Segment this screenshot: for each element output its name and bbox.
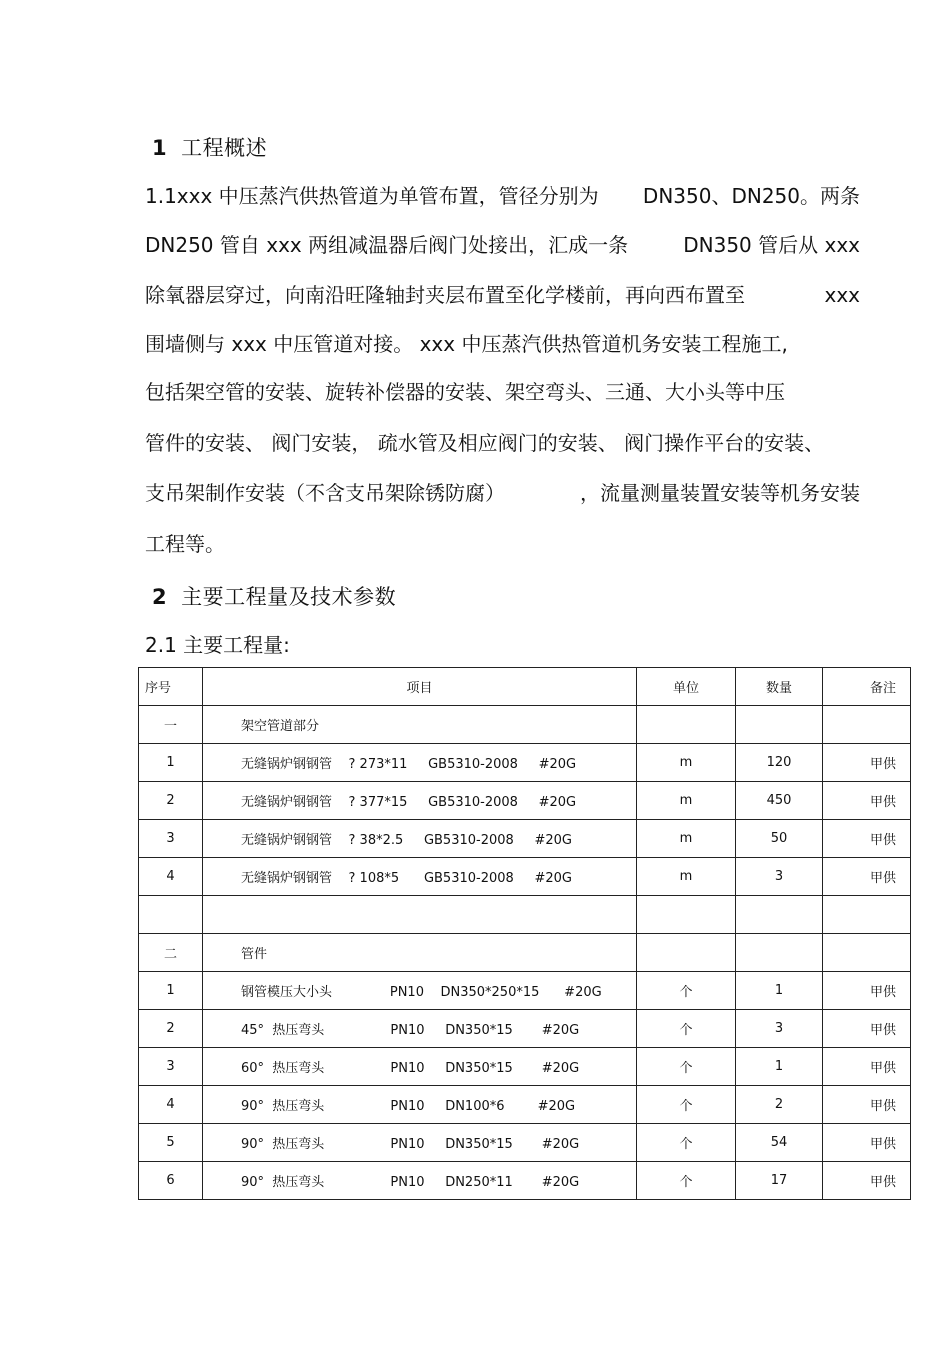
paragraph-text: 围墙侧与 xxx 中压管道对接。 xxx 中压蒸汽供热管道机务安装工程施工, — [145, 332, 788, 356]
row-item: 无缝锅炉钢钢管 ? 108*5 GB5310-2008 #20G — [203, 858, 637, 896]
row-item: 管件 — [203, 934, 637, 972]
row-qty: 450 — [736, 782, 823, 820]
row-unit: m — [637, 744, 736, 782]
row-qty: 1 — [736, 1048, 823, 1086]
row-unit: 个 — [637, 972, 736, 1010]
row-no: 6 — [139, 1162, 203, 1200]
row-no: 3 — [139, 820, 203, 858]
row-unit — [637, 706, 736, 744]
row-qty: 120 — [736, 744, 823, 782]
header-remark: 备注 — [823, 668, 911, 706]
paragraph-text: 工程等。 — [145, 532, 225, 556]
row-item: 90° 热压弯头 PN10 DN100*6 #20G — [203, 1086, 637, 1124]
row-unit: m — [637, 858, 736, 896]
row-no: 2 — [139, 1010, 203, 1048]
row-unit: 个 — [637, 1086, 736, 1124]
row-unit: m — [637, 782, 736, 820]
row-qty — [736, 706, 823, 744]
row-remark — [823, 934, 911, 972]
row-item: 90° 热压弯头 PN10 DN350*15 #20G — [203, 1124, 637, 1162]
paragraph-text: DN350 管后从 xxx — [683, 233, 860, 257]
row-qty — [736, 934, 823, 972]
table-header-row — [139, 668, 911, 706]
row-no: 1 — [139, 744, 203, 782]
table-row — [139, 744, 911, 782]
header-unit: 单位 — [637, 668, 736, 706]
table-row — [139, 1010, 911, 1048]
paragraph-line — [145, 532, 860, 556]
row-qty: 50 — [736, 820, 823, 858]
paragraph-text: 包括架空管的安装、旋转补偿器的安装、架空弯头、三通、大小头等中压 — [145, 380, 785, 404]
row-item: 90° 热压弯头 PN10 DN250*11 #20G — [203, 1162, 637, 1200]
paragraph-text: xxx — [824, 283, 860, 307]
paragraph-text: DN250 管自 xxx 两组减温器后阀门处接出，汇成一条 — [145, 233, 629, 257]
row-qty: 54 — [736, 1124, 823, 1162]
paragraph-text: 除氧器层穿过，向南沿旺隆轴封夹层布置至化学楼前，再向西布置至 — [145, 283, 745, 307]
paragraph-text: 支吊架制作安装（不含支吊架除锈防腐） — [145, 481, 505, 505]
subsection-2-1-heading: 2.1 主要工程量: — [145, 633, 290, 657]
row-no — [139, 896, 203, 934]
row-item: 无缝锅炉钢钢管 ? 273*11 GB5310-2008 #20G — [203, 744, 637, 782]
row-remark: 甲供 — [823, 744, 911, 782]
row-unit: 个 — [637, 1010, 736, 1048]
row-item: 无缝锅炉钢钢管 ? 377*15 GB5310-2008 #20G — [203, 782, 637, 820]
row-remark: 甲供 — [823, 1124, 911, 1162]
table-row — [139, 1048, 911, 1086]
paragraph-text: 管件的安装、 阀门安装， 疏水管及相应阀门的安装、 阀门操作平台的安装、 — [145, 431, 825, 455]
header-no: 序号 — [139, 668, 203, 706]
section-number: 1 — [152, 136, 168, 160]
table-row — [139, 934, 911, 972]
row-qty: 2 — [736, 1086, 823, 1124]
row-remark: 甲供 — [823, 1048, 911, 1086]
paragraph-line — [145, 380, 860, 404]
row-remark: 甲供 — [823, 1010, 911, 1048]
row-remark: 甲供 — [823, 1086, 911, 1124]
row-item — [203, 896, 637, 934]
row-unit: 个 — [637, 1124, 736, 1162]
header-item: 项目 — [203, 668, 637, 706]
table-row — [139, 858, 911, 896]
section-2-heading — [152, 581, 396, 611]
paragraph-text: ，流量测量装置安装等机务安装 — [580, 481, 860, 505]
row-remark: 甲供 — [823, 858, 911, 896]
row-unit — [637, 934, 736, 972]
row-unit: m — [637, 820, 736, 858]
row-remark: 甲供 — [823, 1162, 911, 1200]
paragraph-text: 1.1xxx 中压蒸汽供热管道为单管布置，管径分别为 — [145, 184, 599, 208]
table-row — [139, 782, 911, 820]
table-row — [139, 706, 911, 744]
paragraph-line — [145, 332, 860, 356]
row-item: 架空管道部分 — [203, 706, 637, 744]
row-item: 无缝锅炉钢钢管 ? 38*2.5 GB5310-2008 #20G — [203, 820, 637, 858]
row-unit: 个 — [637, 1048, 736, 1086]
row-no: 2 — [139, 782, 203, 820]
paragraph-text: DN350、DN250。两条 — [642, 184, 860, 208]
row-remark — [823, 706, 911, 744]
paragraph-line — [145, 481, 860, 505]
table-row — [139, 1124, 911, 1162]
section-number: 2 — [152, 585, 168, 609]
row-no: 3 — [139, 1048, 203, 1086]
header-qty: 数量 — [736, 668, 823, 706]
section-title: 工程概述 — [181, 136, 268, 160]
section-title: 主要工程量及技术参数 — [181, 585, 397, 609]
table-row — [139, 1162, 911, 1200]
row-remark: 甲供 — [823, 782, 911, 820]
row-qty — [736, 896, 823, 934]
row-no: 一 — [139, 706, 203, 744]
quantity-table — [138, 667, 911, 1200]
section-1-heading — [152, 132, 267, 162]
row-qty: 3 — [736, 1010, 823, 1048]
row-remark: 甲供 — [823, 820, 911, 858]
row-no: 4 — [139, 858, 203, 896]
row-remark: 甲供 — [823, 972, 911, 1010]
row-unit: 个 — [637, 1162, 736, 1200]
row-qty: 3 — [736, 858, 823, 896]
table-row — [139, 820, 911, 858]
paragraph-line — [145, 431, 860, 455]
row-qty: 1 — [736, 972, 823, 1010]
row-unit — [637, 896, 736, 934]
table-row — [139, 972, 911, 1010]
row-item: 60° 热压弯头 PN10 DN350*15 #20G — [203, 1048, 637, 1086]
row-item: 45° 热压弯头 PN10 DN350*15 #20G — [203, 1010, 637, 1048]
paragraph-line — [145, 233, 860, 257]
row-remark — [823, 896, 911, 934]
row-no: 1 — [139, 972, 203, 1010]
table-row — [139, 896, 911, 934]
row-item: 钢管模压大小头 PN10 DN350*250*15 #20G — [203, 972, 637, 1010]
paragraph-line — [145, 184, 860, 208]
table-row — [139, 1086, 911, 1124]
row-qty: 17 — [736, 1162, 823, 1200]
row-no: 4 — [139, 1086, 203, 1124]
row-no: 5 — [139, 1124, 203, 1162]
paragraph-line — [145, 283, 860, 307]
row-no: 二 — [139, 934, 203, 972]
